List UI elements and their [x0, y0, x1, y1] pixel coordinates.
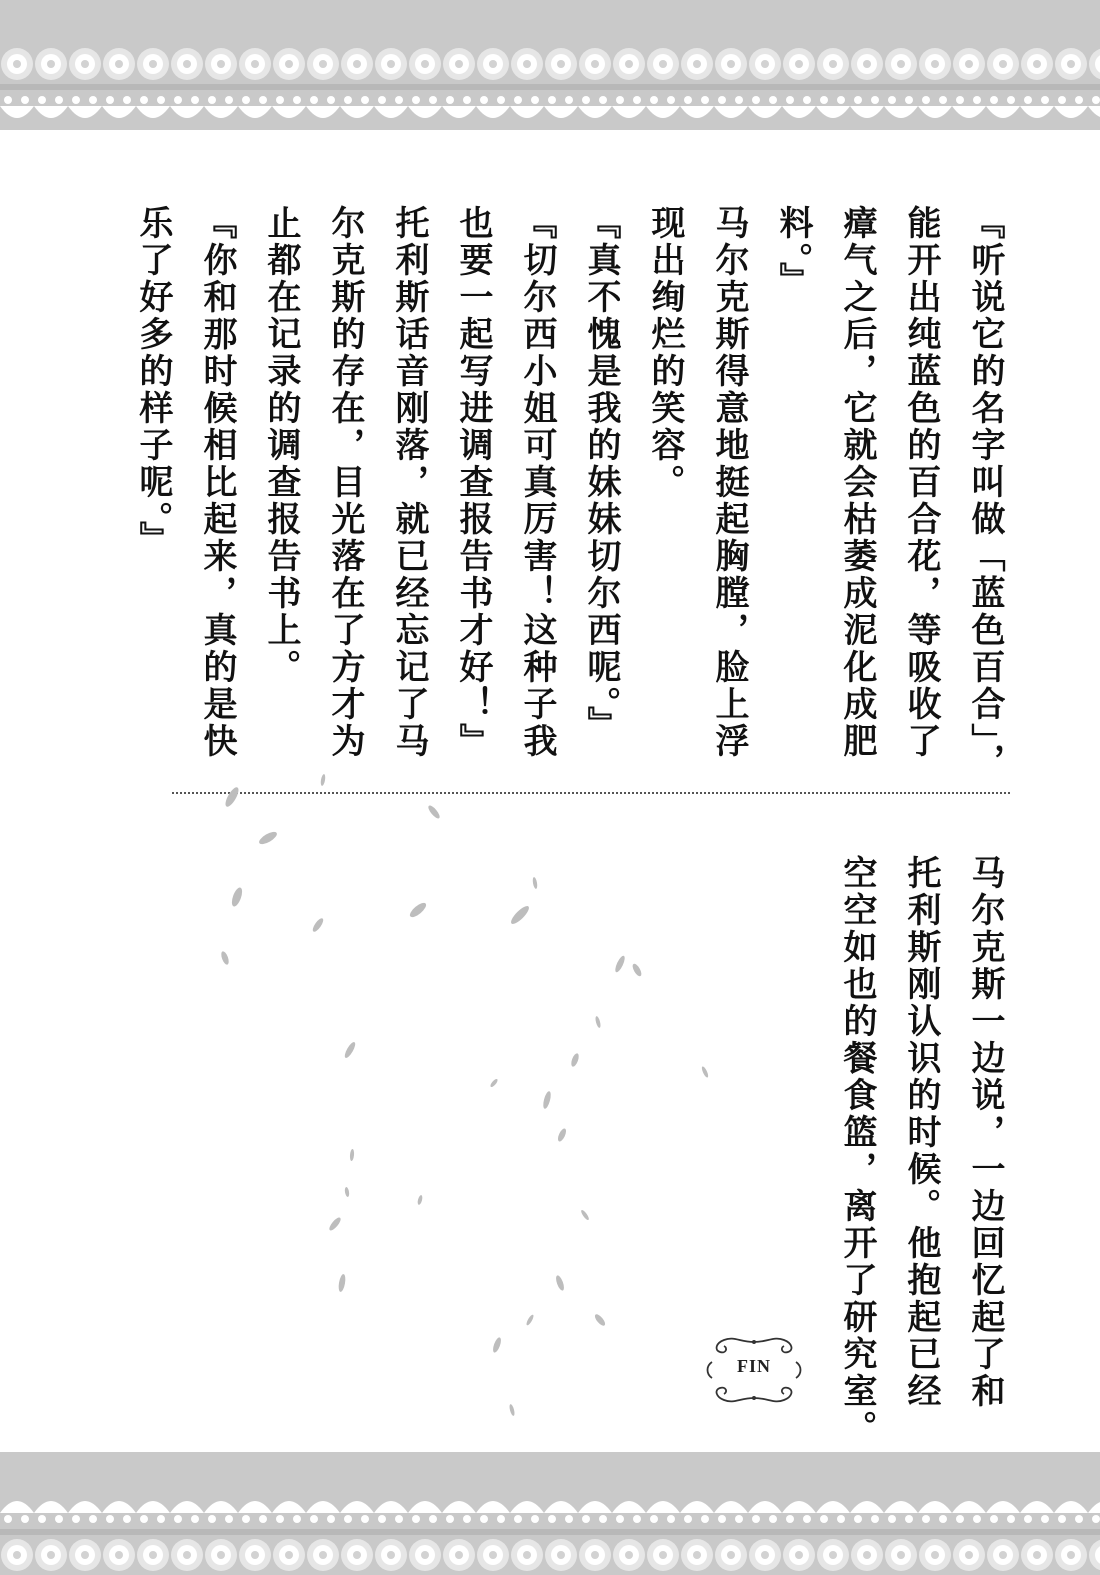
- text-column: 瘴气之后，它就会枯萎成泥化成肥: [837, 205, 877, 760]
- text-column: 也要一起写进调查报告书才好！』: [453, 205, 493, 760]
- text-column: 『听说它的名字叫做「蓝色百合」，: [965, 205, 1005, 780]
- fin-label: FIN: [737, 1356, 771, 1376]
- text-column: 马尔克斯得意地挺起胸膛，脸上浮: [709, 205, 749, 760]
- text-column: 空空如也的餐食篮，离开了研究室。: [837, 855, 877, 1447]
- text-column: 『你和那时候相比起来，真的是快: [197, 205, 237, 760]
- text-column: 尔克斯的存在，目光落在了方才为: [325, 205, 365, 760]
- text-column: 『切尔西小姐可真厉害！这种子我: [517, 205, 557, 760]
- text-column: 『真不愧是我的妹妹切尔西呢。』: [581, 205, 621, 743]
- text-column: 托利斯刚认识的时候。他抱起已经: [901, 855, 941, 1410]
- text-column: 止都在记录的调查报告书上。: [261, 205, 301, 686]
- text-column: 乐了好多的样子呢。』: [133, 205, 173, 558]
- text-column: 马尔克斯一边说，一边回忆起了和: [965, 855, 1005, 1410]
- text-column: 现出绚烂的笑容。: [645, 205, 685, 501]
- text-column: 托利斯话音刚落，就已经忘记了马: [389, 205, 429, 760]
- bottom-lace-pattern: [0, 1489, 1100, 1575]
- bottom-lace-border: [0, 1489, 1100, 1575]
- bottom-lace-band: [0, 1452, 1100, 1489]
- text-column: 能开出纯蓝色的百合花，等吸收了: [901, 205, 941, 760]
- text-column: 料。』: [773, 205, 813, 299]
